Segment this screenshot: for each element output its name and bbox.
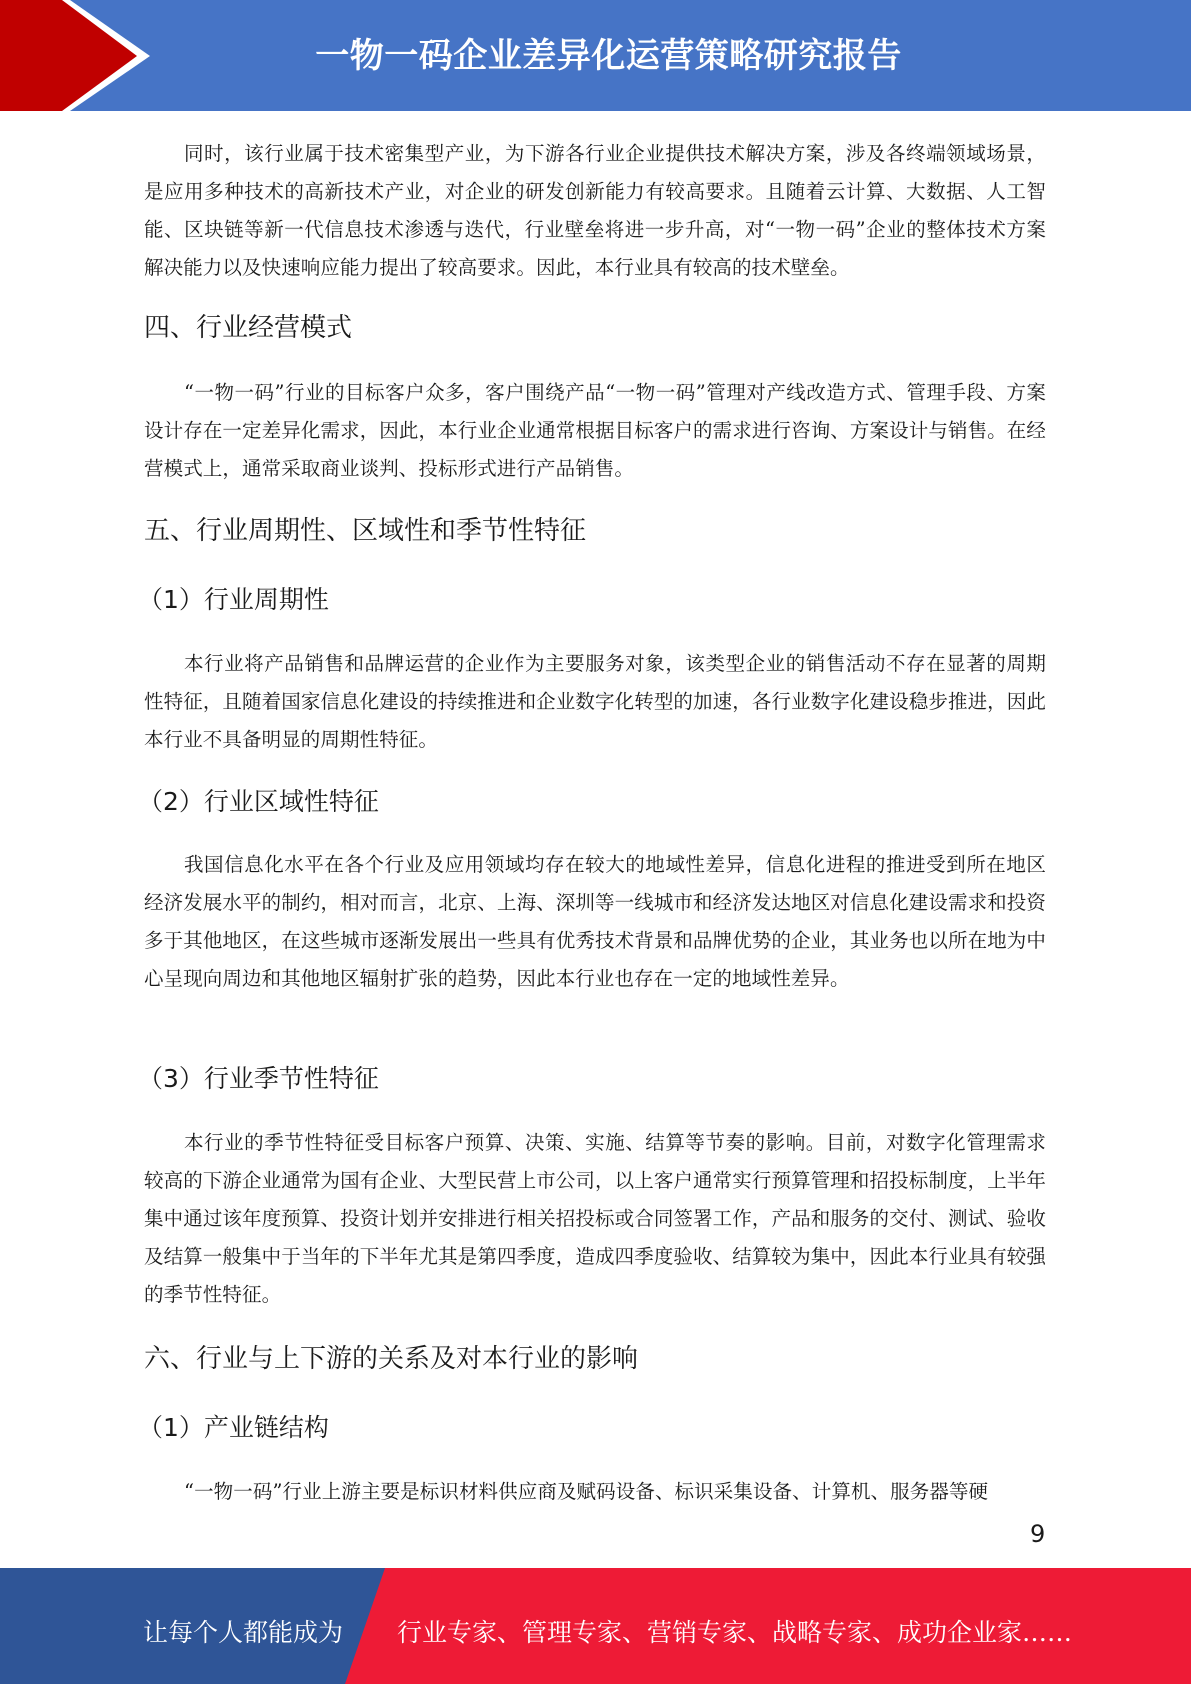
page-number: 9 [1030,1520,1046,1548]
section-4-paragraph: “一物一码”行业的目标客户众多，客户围绕产品“一物一码”管理对产线改造方式、管理手段、方案设计存在一定差异化需求，因此，本行业企业通常根据目标客户的需求进行咨询、方案设计与销售。在经营模式上，通常采取商业谈判、投标形式进行产品销售。 [144,381,1046,480]
subsection-5-3-heading: （3）行业季节性特征 [138,1064,379,1093]
section-6-heading: 六、行业与上下游的关系及对本行业的影响 [144,1344,639,1374]
subsection-5-3-paragraph: 本行业的季节性特征受目标客户预算、决策、实施、结算等节奏的影响。目前，对数字化管理需求较高的下游企业通常为国有企业、大型民营上市公司，以上客户通常实行预算管理和招投标制度，上半年集中通过该年度预算、投资计划并安排进行相关招投标或合同签署工作，产品和服务的交付、测试、验收及结算一般集中于当年的下半年尤其是第四季度，造成四季度验收、结算较为集中，因此本行业具有较强的季节性特征。 [144,1131,1046,1306]
footer-slogan-left: 让每个人都能成为 [143,1618,344,1647]
intro-paragraph: 同时，该行业属于技术密集型产业，为下游各行业企业提供技术解决方案，涉及各终端领域场景，是应用多种技术的高新技术产业，对企业的研发创新能力有较高要求。且随着云计算、大数据、人工智能、区块链等新一代信息技术渗透与迭代，行业壁垒将进一步升高，对“一物一码”企业的整体技术方案解决能力以及快速响应能力提出了较高要求。因此，本行业具有较高的技术壁垒。 [144,142,1046,279]
subsection-5-1-paragraph: 本行业将产品销售和品牌运营的企业作为主要服务对象，该类型企业的销售活动不存在显著的周期性特征，且随着国家信息化建设的持续推进和企业数字化转型的加速，各行业数字化建设稳步推进，因此本行业不具备明显的周期性特征。 [144,652,1046,751]
report-title: 一物一码企业差异化运营策略研究报告 [315,36,902,76]
subsection-5-2-paragraph: 我国信息化水平在各个行业及应用领域均存在较大的地域性差异，信息化进程的推进受到所在地区经济发展水平的制约，相对而言，北京、上海、深圳等一线城市和经济发达地区对信息化建设需求和投资多于其他地区，在这些城市逐渐发展出一些具有优秀技术背景和品牌优势的企业，其业务也以所在地为中心呈现向周边和其他地区辐射扩张的趋势，因此本行业也存在一定的地域性差异。 [144,853,1046,990]
footer-slogan-right: 行业专家、管理专家、营销专家、战略专家、成功企业家…… [397,1618,1073,1647]
section-4-heading: 四、行业经营模式 [144,313,353,343]
report-header [0,0,1191,111]
subsection-6-1-heading: （1）产业链结构 [138,1413,329,1442]
subsection-6-1-paragraph: “一物一码”行业上游主要是标识材料供应商及赋码设备、标识采集设备、计算机、服务器等硬 [184,1480,989,1503]
subsection-5-2-heading: （2）行业区域性特征 [138,787,379,816]
report-footer [0,1568,1191,1684]
subsection-5-1-heading: （1）行业周期性 [138,585,329,614]
section-5-heading: 五、行业周期性、区域性和季节性特征 [144,516,587,546]
